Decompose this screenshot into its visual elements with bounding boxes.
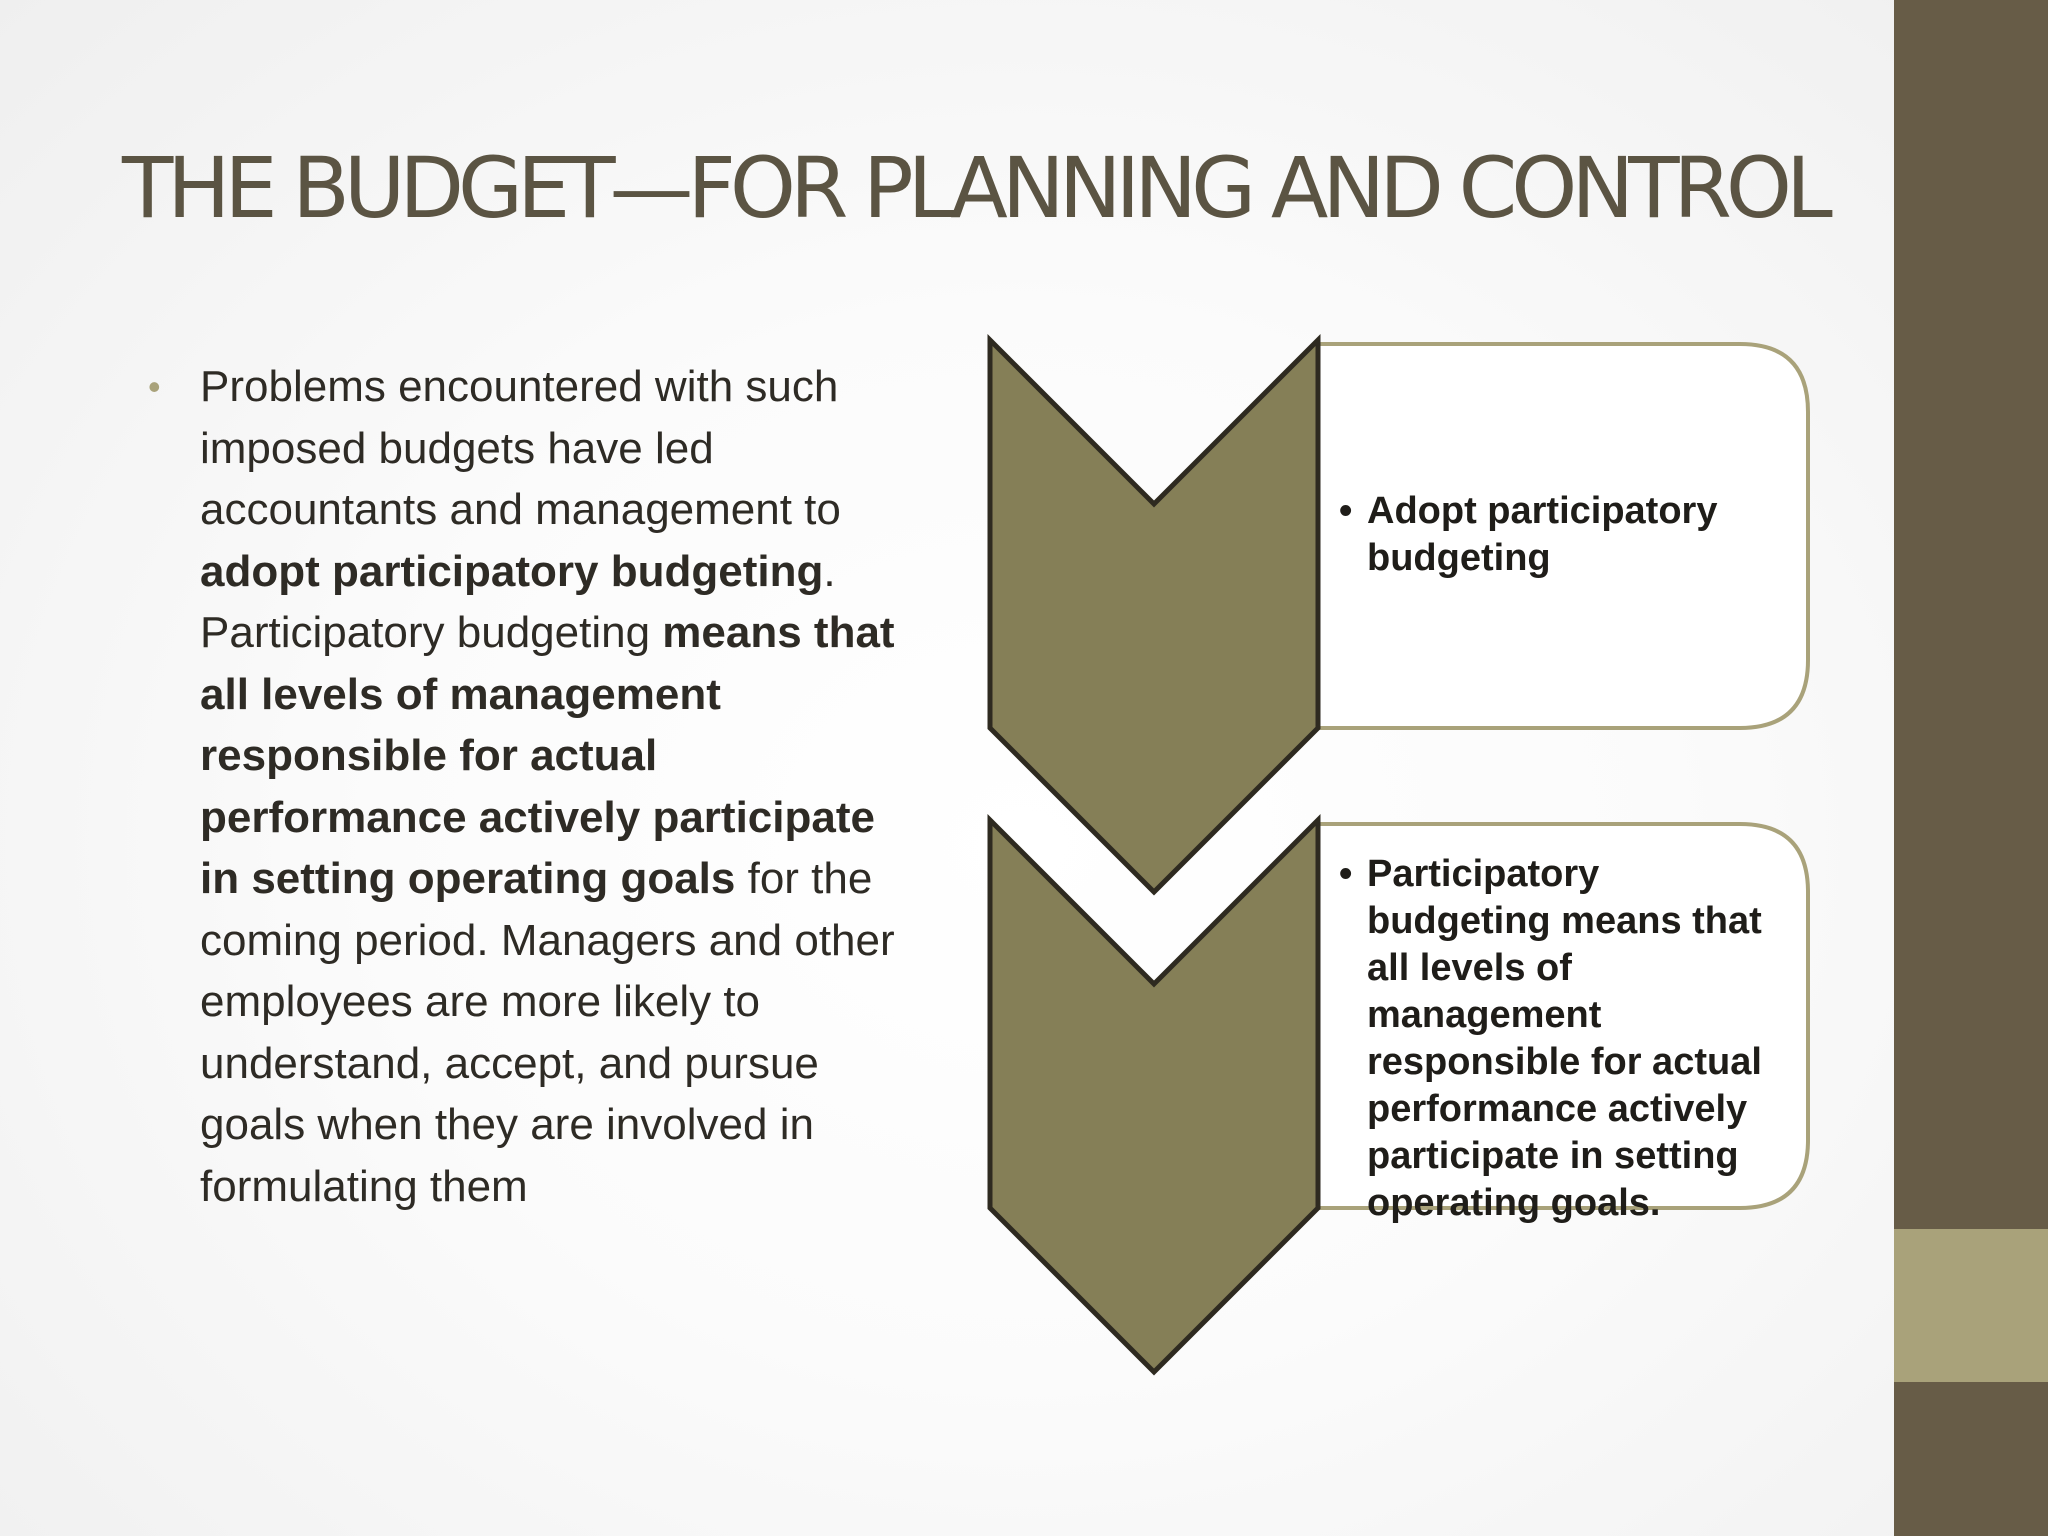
bullet-icon: • xyxy=(1339,853,1353,895)
step-label: Participatory budgeting means that all levels of management responsible for actual performance actively participate in setting operating goals. xyxy=(1367,853,1762,1224)
slide-title: THE BUDGET—FOR PLANNING AND CONTROL xyxy=(122,139,1827,237)
step-text-2 xyxy=(1339,851,1787,1227)
bullet-icon: • xyxy=(148,366,161,407)
body-text-segment-bold: means that all levels of management responsible for actual performance actively participate in setting operating goals xyxy=(200,608,895,903)
step-chevron-2 xyxy=(990,820,1318,1372)
body-text-segment: for the coming period. Managers and other employees are more likely to understand, accept, and pursue goals when they are involved in formulating them xyxy=(200,854,895,1211)
step-chevron-1 xyxy=(990,340,1318,892)
step-text-1 xyxy=(1339,488,1777,582)
body-text-segment: Problems encountered with such imposed budgets have led accountants and management to xyxy=(200,362,841,534)
bullet-icon: • xyxy=(1339,490,1353,532)
step-label: Adopt participatory budgeting xyxy=(1367,490,1718,579)
body-text-segment-bold: adopt participatory budgeting xyxy=(200,546,824,596)
body-text-segment: . Participatory budgeting xyxy=(200,546,836,657)
